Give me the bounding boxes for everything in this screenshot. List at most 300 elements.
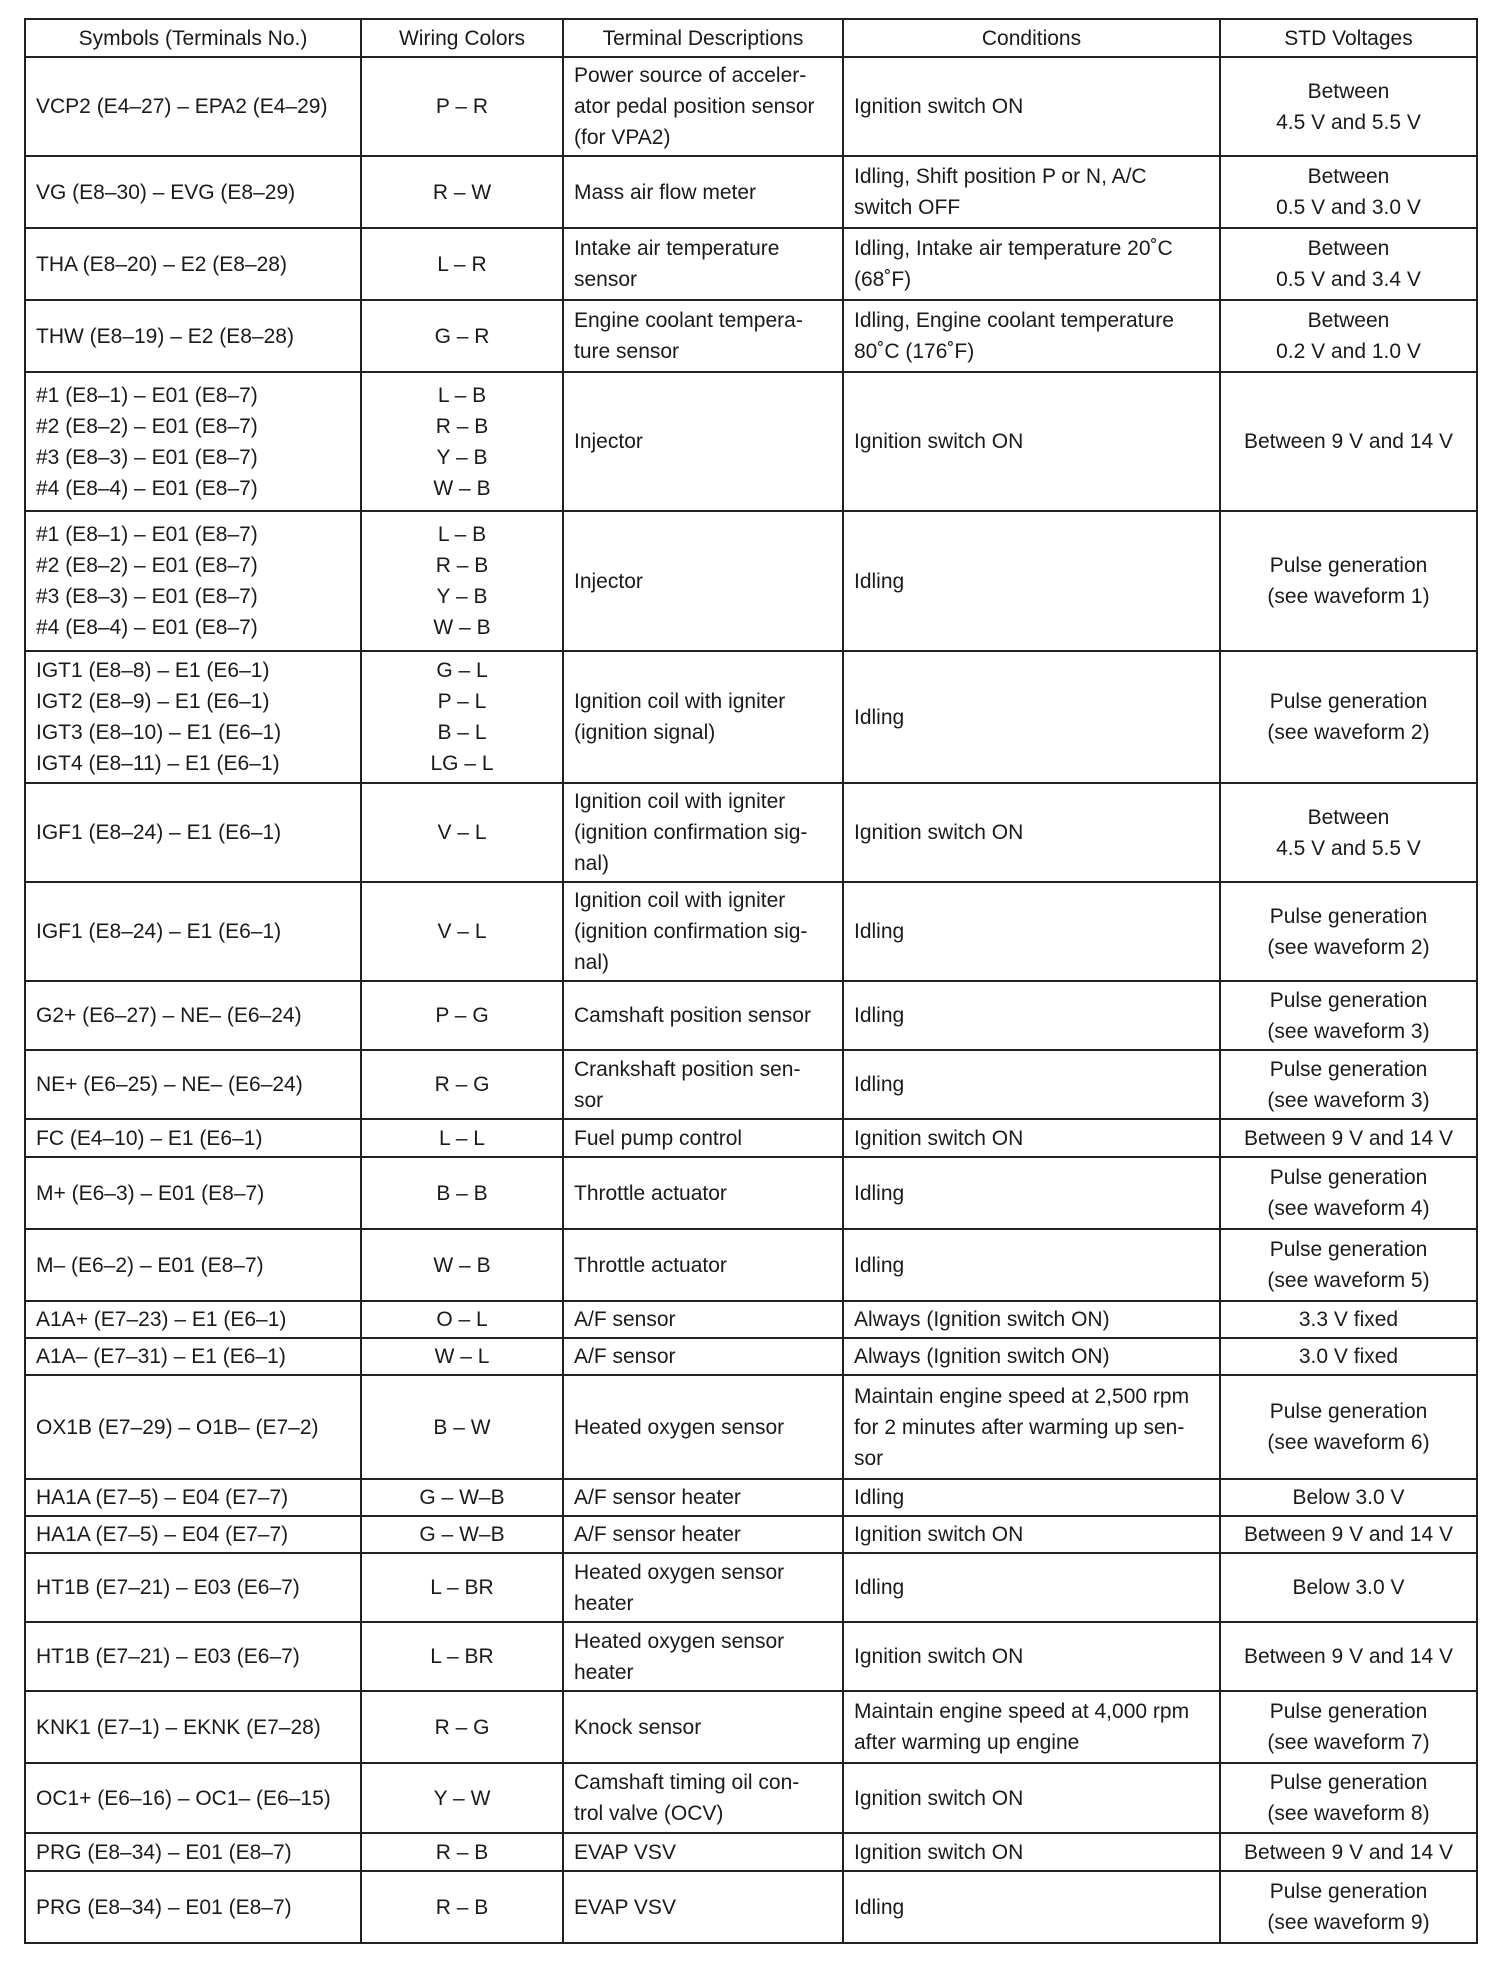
cell-text-line: Always (Ignition switch ON)	[854, 1345, 1110, 1368]
description-cell	[563, 981, 843, 1050]
cell-text-line: PRG (E8–34) – E01 (E8–7)	[36, 1840, 292, 1864]
std-voltage-cell	[1220, 1871, 1477, 1943]
cell-text-line: VCP2 (E4–27) – EPA2 (E4–29)	[36, 95, 328, 118]
condition-cell	[843, 1229, 1220, 1301]
condition-cell	[843, 1375, 1220, 1479]
cell-text-line: HA1A (E7–5) – E04 (E7–7)	[36, 1486, 289, 1509]
symbol-cell	[25, 1229, 361, 1301]
cell-text-line: Mass air flow meter	[574, 180, 757, 204]
cell-text-line: for 2 minutes after warming up sen-	[854, 1415, 1185, 1439]
cell-text-line: Pulse generation	[1269, 1238, 1428, 1261]
cell-text-line: L – B	[437, 383, 487, 407]
condition-cell	[843, 1050, 1220, 1119]
condition-cell	[843, 372, 1220, 511]
condition-cell	[843, 783, 1220, 882]
wiring-color-cell	[361, 1871, 563, 1943]
table-row	[25, 1516, 1477, 1553]
wiring-color-cell	[361, 882, 563, 981]
symbol-cell	[25, 1553, 361, 1622]
description-cell	[563, 372, 843, 511]
cell-text-line: G – R	[434, 324, 490, 348]
cell-text-line: G – W–B	[419, 1486, 505, 1509]
table-row	[25, 1119, 1477, 1157]
cell-text-line: G2+ (E6–27) – NE– (E6–24)	[36, 1004, 302, 1027]
cell-text-line: L – BR	[430, 1576, 494, 1599]
description-cell	[563, 1516, 843, 1553]
symbol-cell	[25, 300, 361, 372]
cell-text-line: Pulse generation	[1269, 1057, 1428, 1081]
cell-text-line: V – L	[437, 821, 487, 844]
cell-text-line: Throttle actuator	[574, 1181, 727, 1205]
cell-text-line: Y – B	[436, 585, 488, 608]
symbol-cell	[25, 981, 361, 1050]
table-row	[25, 981, 1477, 1050]
wiring-color-cell	[361, 1301, 563, 1338]
table-row	[25, 1553, 1477, 1622]
cell-text-line: #3 (E8–3) – E01 (E8–7)	[36, 585, 258, 608]
cell-text-line: Idling	[854, 920, 905, 943]
cell-text-line: IGT1 (E8–8) – E1 (E6–1)	[36, 659, 270, 682]
cell-text-line: Idling	[854, 1895, 905, 1919]
description-cell	[563, 1833, 843, 1871]
cell-text-line: (see waveform 3)	[1267, 1019, 1430, 1043]
cell-text-line: Idling	[854, 1486, 905, 1509]
description-cell	[563, 1301, 843, 1338]
std-voltage-cell	[1220, 1553, 1477, 1622]
cell-text-line: Crankshaft position sen-	[574, 1057, 801, 1081]
cell-text-line: Idling	[854, 1253, 905, 1277]
symbol-cell	[25, 1479, 361, 1516]
cell-text-line: P – R	[435, 95, 489, 118]
cell-text-line: Ignition coil with igniter	[574, 889, 786, 912]
condition-cell	[843, 882, 1220, 981]
cell-text-line: heater	[574, 1660, 634, 1684]
description-cell	[563, 1479, 843, 1516]
table-row	[25, 1833, 1477, 1871]
cell-text-line: R – B	[435, 554, 489, 577]
cell-text-line: Idling	[854, 569, 905, 593]
table-header-row	[25, 19, 1477, 57]
cell-text-line: Camshaft position sensor	[574, 1004, 811, 1027]
cell-text-line: A/F sensor heater	[574, 1523, 741, 1546]
symbol-cell	[25, 1375, 361, 1479]
condition-cell	[843, 1833, 1220, 1871]
std-voltage-cell	[1220, 882, 1477, 981]
cell-text-line: (see waveform 9)	[1267, 1911, 1430, 1934]
cell-text-line: (see waveform 2)	[1267, 721, 1430, 744]
cell-text-line: L – L	[439, 1126, 485, 1150]
cell-text-line: Pulse generation	[1269, 1400, 1428, 1423]
cell-text-line: G – W–B	[419, 1523, 505, 1546]
table-row	[25, 651, 1477, 783]
wiring-color-cell	[361, 1516, 563, 1553]
cell-text-line: IGF1 (E8–24) – E1 (E6–1)	[36, 821, 282, 844]
cell-text-line: IGF1 (E8–24) – E1 (E6–1)	[36, 920, 282, 943]
wiring-color-cell	[361, 1622, 563, 1691]
cell-text-line: L – BR	[430, 1645, 494, 1668]
description-cell	[563, 1622, 843, 1691]
cell-text-line: #2 (E8–2) – E01 (E8–7)	[36, 414, 258, 438]
cell-text-line: IGT4 (E8–11) – E1 (E6–1)	[36, 752, 280, 775]
cell-text-line: Between	[1307, 805, 1390, 829]
cell-text-line: W – B	[433, 1253, 491, 1277]
description-cell	[563, 1375, 843, 1479]
cell-text-line: Ignition coil with igniter	[574, 690, 786, 713]
condition-cell	[843, 651, 1220, 783]
std-voltage-cell	[1220, 156, 1477, 228]
cell-text-line: (ignition signal)	[574, 721, 716, 744]
table-row	[25, 228, 1477, 300]
wiring-color-cell	[361, 57, 563, 156]
cell-text-line: B – B	[436, 1181, 488, 1205]
cell-text-line: sensor	[574, 268, 638, 291]
symbol-cell	[25, 1338, 361, 1375]
cell-text-line: Pulse generation	[1269, 1771, 1428, 1794]
condition-cell	[843, 1479, 1220, 1516]
table-row	[25, 783, 1477, 882]
cell-text-line: Heated oxygen sensor	[574, 1415, 785, 1439]
cell-text-line: R – G	[434, 1715, 490, 1739]
table-row	[25, 511, 1477, 651]
symbol-cell	[25, 228, 361, 300]
cell-text-line: Maintain engine speed at 4,000 rpm	[854, 1700, 1190, 1723]
cell-text-line: #4 (E8–4) – E01 (E8–7)	[36, 476, 258, 500]
cell-text-line: Power source of acceler-	[574, 64, 807, 87]
cell-text-line: P – G	[435, 1004, 489, 1027]
wiring-color-cell	[361, 156, 563, 228]
table-row	[25, 1622, 1477, 1691]
cell-text-line: B – L	[437, 721, 487, 744]
cell-text-line: HA1A (E7–5) – E04 (E7–7)	[36, 1523, 289, 1546]
cell-text-line: Ignition switch ON	[854, 1645, 1024, 1668]
table-row	[25, 1338, 1477, 1375]
description-cell	[563, 1691, 843, 1763]
cell-text-line: Throttle actuator	[574, 1253, 727, 1277]
wiring-color-cell	[361, 228, 563, 300]
cell-text-line: IGT3 (E8–10) – E1 (E6–1)	[36, 721, 282, 744]
condition-cell	[843, 300, 1220, 372]
wiring-color-cell	[361, 783, 563, 882]
cell-text-line: Y – B	[436, 445, 488, 469]
std-voltage-cell	[1220, 1229, 1477, 1301]
description-cell	[563, 1871, 843, 1943]
cell-text-line: Always (Ignition switch ON)	[854, 1308, 1110, 1331]
condition-cell	[843, 981, 1220, 1050]
cell-text-line: Ignition switch ON	[854, 95, 1024, 118]
condition-cell	[843, 1622, 1220, 1691]
cell-text-line: Between	[1307, 165, 1390, 188]
condition-cell	[843, 511, 1220, 651]
cell-text-line: Idling	[854, 1004, 905, 1027]
cell-text-line: HT1B (E7–21) – E03 (E6–7)	[36, 1645, 300, 1668]
std-voltage-cell	[1220, 1119, 1477, 1157]
cell-text-line: B – W	[433, 1415, 491, 1439]
condition-cell	[843, 156, 1220, 228]
std-voltage-cell	[1220, 1375, 1477, 1479]
cell-text-line: Below 3.0 V	[1292, 1486, 1405, 1509]
symbol-cell	[25, 1622, 361, 1691]
std-voltage-cell	[1220, 372, 1477, 511]
cell-text-line: OC1+ (E6–16) – OC1– (E6–15)	[36, 1786, 331, 1810]
cell-text-line: Knock sensor	[574, 1715, 702, 1739]
std-voltage-cell	[1220, 1833, 1477, 1871]
cell-text-line: L – B	[437, 523, 487, 546]
description-cell	[563, 57, 843, 156]
cell-text-line: Idling, Engine coolant temperature	[854, 309, 1174, 332]
symbol-cell	[25, 156, 361, 228]
cell-text-line: Between 9 V and 14 V	[1244, 1126, 1453, 1150]
cell-text-line: W – B	[433, 616, 491, 639]
cell-text-line: Between	[1307, 237, 1390, 260]
description-cell	[563, 1338, 843, 1375]
std-voltage-cell	[1220, 300, 1477, 372]
std-voltage-cell	[1220, 511, 1477, 651]
cell-text-line: A/F sensor heater	[574, 1486, 741, 1509]
cell-text-line: Ignition switch ON	[854, 1523, 1024, 1546]
table-row	[25, 1691, 1477, 1763]
cell-text-line: 4.5 V and 5.5 V	[1276, 836, 1421, 860]
symbol-cell	[25, 1050, 361, 1119]
description-cell	[563, 228, 843, 300]
cell-text-line: #4 (E8–4) – E01 (E8–7)	[36, 616, 258, 639]
cell-text-line: Idling	[854, 1073, 905, 1096]
wiring-color-cell	[361, 981, 563, 1050]
cell-text-line: A/F sensor	[574, 1308, 676, 1331]
cell-text-line: Ignition coil with igniter	[574, 790, 786, 813]
symbol-cell	[25, 882, 361, 981]
cell-text-line: Heated oxygen sensor	[574, 1629, 785, 1653]
description-cell	[563, 1229, 843, 1301]
symbol-cell	[25, 1833, 361, 1871]
description-cell	[563, 651, 843, 783]
condition-cell	[843, 1691, 1220, 1763]
cell-text-line: #1 (E8–1) – E01 (E8–7)	[36, 523, 258, 546]
cell-text-line: R – B	[435, 1840, 489, 1864]
cell-text-line: M+ (E6–3) – E01 (E8–7)	[36, 1181, 265, 1205]
cell-text-line: (ignition confirmation sig-	[574, 821, 808, 844]
cell-text-line: trol valve (OCV)	[574, 1802, 724, 1825]
condition-cell	[843, 57, 1220, 156]
cell-text-line: ture sensor	[574, 340, 680, 363]
header-symbols: Symbols (Terminals No.)	[25, 19, 361, 57]
cell-text-line: G – L	[436, 659, 488, 682]
std-voltage-cell	[1220, 1763, 1477, 1833]
symbol-cell	[25, 651, 361, 783]
cell-text-line: Injector	[574, 569, 643, 593]
description-cell	[563, 1050, 843, 1119]
wiring-color-cell	[361, 1553, 563, 1622]
table-row	[25, 1301, 1477, 1338]
cell-text-line: Between 9 V and 14 V	[1244, 430, 1453, 453]
cell-text-line: heater	[574, 1591, 634, 1615]
cell-text-line: (see waveform 7)	[1267, 1731, 1430, 1754]
wiring-color-cell	[361, 1691, 563, 1763]
cell-text-line: #2 (E8–2) – E01 (E8–7)	[36, 554, 258, 577]
cell-text-line: 4.5 V and 5.5 V	[1276, 110, 1421, 134]
cell-text-line: FC (E4–10) – E1 (E6–1)	[36, 1126, 263, 1150]
std-voltage-cell	[1220, 1301, 1477, 1338]
cell-text-line: Intake air temperature	[574, 237, 780, 260]
condition-cell	[843, 1516, 1220, 1553]
description-cell	[563, 300, 843, 372]
std-voltage-cell	[1220, 1622, 1477, 1691]
cell-text-line: Ignition switch ON	[854, 1840, 1024, 1864]
header-terminal-descriptions: Terminal Descriptions	[563, 19, 843, 57]
std-voltage-cell	[1220, 1338, 1477, 1375]
cell-text-line: KNK1 (E7–1) – EKNK (E7–28)	[36, 1715, 321, 1739]
cell-text-line: (see waveform 8)	[1267, 1802, 1430, 1825]
table-row	[25, 1157, 1477, 1229]
condition-cell	[843, 1301, 1220, 1338]
description-cell	[563, 156, 843, 228]
terminal-voltage-table	[24, 18, 1478, 1944]
table-row	[25, 1763, 1477, 1833]
cell-text-line: Idling, Intake air temperature 20˚C	[854, 237, 1173, 260]
cell-text-line: EVAP VSV	[574, 1840, 676, 1864]
cell-text-line: Y – W	[433, 1786, 491, 1810]
wiring-color-cell	[361, 300, 563, 372]
cell-text-line: Pulse generation	[1269, 988, 1428, 1012]
cell-text-line: 80˚C (176˚F)	[854, 340, 975, 363]
cell-text-line: Injector	[574, 430, 643, 453]
description-cell	[563, 882, 843, 981]
cell-text-line: (see waveform 6)	[1267, 1431, 1430, 1454]
cell-text-line: HT1B (E7–21) – E03 (E6–7)	[36, 1576, 300, 1599]
cell-text-line: R – W	[432, 180, 492, 204]
cell-text-line: Between 9 V and 14 V	[1244, 1523, 1453, 1546]
description-cell	[563, 1763, 843, 1833]
std-voltage-cell	[1220, 783, 1477, 882]
cell-text-line: 3.3 V fixed	[1298, 1308, 1399, 1331]
cell-text-line: THW (E8–19) – E2 (E8–28)	[36, 324, 294, 348]
cell-text-line: (see waveform 3)	[1267, 1088, 1430, 1112]
wiring-color-cell	[361, 511, 563, 651]
symbol-cell	[25, 1119, 361, 1157]
std-voltage-cell	[1220, 1479, 1477, 1516]
symbol-cell	[25, 1691, 361, 1763]
cell-text-line: Idling	[854, 1181, 905, 1205]
wiring-color-cell	[361, 1050, 563, 1119]
symbol-cell	[25, 1301, 361, 1338]
cell-text-line: Pulse generation	[1269, 1166, 1428, 1189]
cell-text-line: LG – L	[430, 752, 494, 775]
cell-text-line: Pulse generation	[1269, 1880, 1428, 1903]
wiring-color-cell	[361, 372, 563, 511]
header-conditions: Conditions	[843, 19, 1220, 57]
symbol-cell	[25, 511, 361, 651]
description-cell	[563, 1119, 843, 1157]
cell-text-line: after warming up engine	[854, 1731, 1080, 1754]
cell-text-line: A/F sensor	[574, 1345, 676, 1368]
wiring-color-cell	[361, 1375, 563, 1479]
cell-text-line: V – L	[437, 920, 487, 943]
cell-text-line: Between	[1307, 309, 1390, 332]
std-voltage-cell	[1220, 651, 1477, 783]
symbol-cell	[25, 1157, 361, 1229]
wiring-color-cell	[361, 1479, 563, 1516]
cell-text-line: ator pedal position sensor	[574, 95, 815, 118]
cell-text-line: (see waveform 2)	[1267, 935, 1430, 959]
condition-cell	[843, 1338, 1220, 1375]
cell-text-line: R – G	[434, 1073, 490, 1096]
cell-text-line: R – B	[435, 414, 489, 438]
condition-cell	[843, 1553, 1220, 1622]
table-row	[25, 156, 1477, 228]
cell-text-line: Ignition switch ON	[854, 1786, 1024, 1810]
table-row	[25, 1229, 1477, 1301]
cell-text-line: Pulse generation	[1269, 554, 1428, 577]
cell-text-line: (ignition confirmation sig-	[574, 920, 808, 943]
condition-cell	[843, 1157, 1220, 1229]
symbol-cell	[25, 1763, 361, 1833]
wiring-color-cell	[361, 1833, 563, 1871]
wiring-color-cell	[361, 1229, 563, 1301]
cell-text-line: VG (E8–30) – EVG (E8–29)	[36, 180, 296, 204]
cell-text-line: L – R	[437, 252, 487, 276]
cell-text-line: sor	[574, 1088, 604, 1112]
cell-text-line: W – B	[433, 476, 491, 500]
wiring-color-cell	[361, 1157, 563, 1229]
cell-text-line: switch OFF	[854, 196, 961, 219]
header-wiring-colors: Wiring Colors	[361, 19, 563, 57]
cell-text-line: P – L	[437, 690, 487, 713]
table-row	[25, 1375, 1477, 1479]
cell-text-line: Between 9 V and 14 V	[1244, 1840, 1453, 1864]
symbol-cell	[25, 57, 361, 156]
cell-text-line: Pulse generation	[1269, 1700, 1428, 1723]
wiring-color-cell	[361, 1119, 563, 1157]
wiring-color-cell	[361, 1338, 563, 1375]
table-row	[25, 1479, 1477, 1516]
cell-text-line: Camshaft timing oil con-	[574, 1771, 800, 1794]
cell-text-line: (see waveform 4)	[1267, 1197, 1430, 1220]
cell-text-line: Maintain engine speed at 2,500 rpm	[854, 1384, 1190, 1408]
cell-text-line: 0.5 V and 3.4 V	[1276, 268, 1421, 291]
condition-cell	[843, 1871, 1220, 1943]
cell-text-line: (see waveform 5)	[1267, 1269, 1430, 1292]
cell-text-line: Ignition switch ON	[854, 430, 1024, 453]
cell-text-line: 3.0 V fixed	[1298, 1345, 1399, 1368]
symbol-cell	[25, 1871, 361, 1943]
cell-text-line: PRG (E8–34) – E01 (E8–7)	[36, 1895, 292, 1919]
description-cell	[563, 783, 843, 882]
cell-text-line: Below 3.0 V	[1292, 1576, 1405, 1599]
symbol-cell	[25, 372, 361, 511]
cell-text-line: (see waveform 1)	[1267, 585, 1430, 608]
cell-text-line: (for VPA2)	[574, 126, 671, 149]
cell-text-line: sor	[854, 1446, 884, 1470]
cell-text-line: W – L	[434, 1345, 490, 1368]
cell-text-line: #1 (E8–1) – E01 (E8–7)	[36, 383, 258, 407]
cell-text-line: Ignition switch ON	[854, 821, 1024, 844]
std-voltage-cell	[1220, 1516, 1477, 1553]
table-row	[25, 1871, 1477, 1943]
cell-text-line: O – L	[436, 1308, 488, 1331]
cell-text-line: nal)	[574, 951, 610, 974]
header-std-voltages: STD Voltages	[1220, 19, 1477, 57]
description-cell	[563, 1157, 843, 1229]
condition-cell	[843, 1763, 1220, 1833]
std-voltage-cell	[1220, 1691, 1477, 1763]
table-row	[25, 300, 1477, 372]
cell-text-line: #3 (E8–3) – E01 (E8–7)	[36, 445, 258, 469]
cell-text-line: Idling, Shift position P or N, A/C	[854, 165, 1147, 188]
table-body	[25, 57, 1477, 1943]
cell-text-line: Pulse generation	[1269, 904, 1428, 928]
condition-cell	[843, 228, 1220, 300]
cell-text-line: Fuel pump control	[574, 1126, 743, 1150]
cell-text-line: A1A– (E7–31) – E1 (E6–1)	[36, 1345, 286, 1368]
